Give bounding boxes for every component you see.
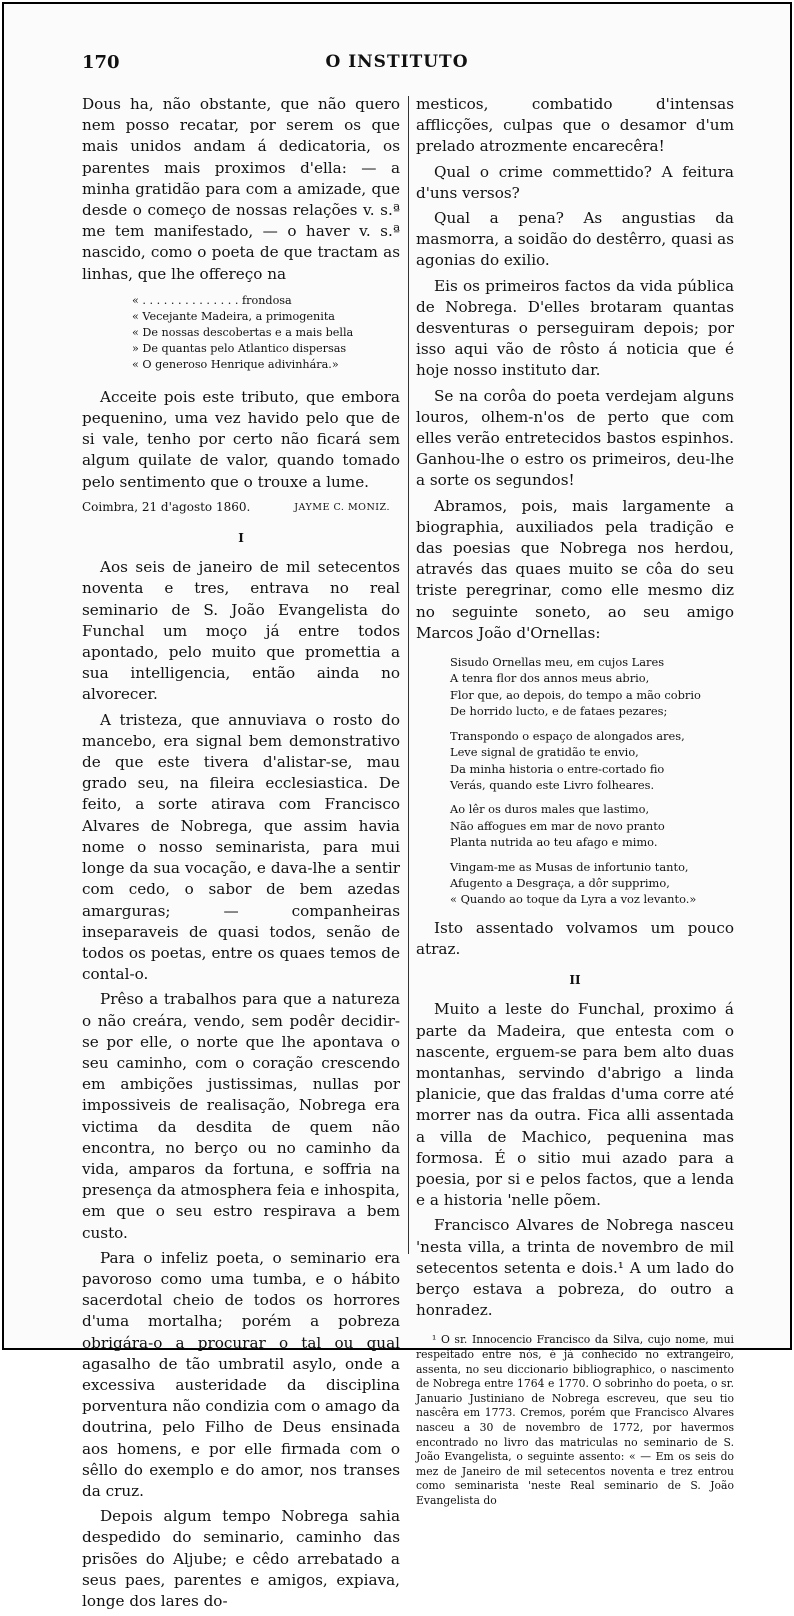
poem-line: « O generoso Henrique adivinhára.» xyxy=(132,357,339,371)
page-header xyxy=(4,50,790,80)
signature-line xyxy=(82,497,400,518)
place-date: Coimbra, 21 d'agosto 1860. xyxy=(82,499,251,514)
body-paragraph: Se na corôa do poeta verdejam alguns louros, olhem-n'os de perto que com elles verão entretecidos bastos espinhos. Ganhou-lhe o estro os primeiros, deu-lhe a sorte os segundos! xyxy=(416,386,734,490)
poem-line: « . . . . . . . . . . . . . . frondosa xyxy=(132,293,292,307)
body-paragraph: Qual a pena? As angustias da masmorra, a soidão do destêrro, quasi as agonias do exilio. xyxy=(416,209,734,270)
body-paragraph: A tristeza, que annuviava o rosto do mancebo, era signal bem demonstrativo de que este tivera d'alistar-se, mau grado seu, na fileira ecclesiastica. De feito, a sorte atirava com Francisco Alvares de Nobrega, que assim havia nome o nosso seminarista, para mui longe da sua vocação, e dava-lhe a sentir com cedo, o sabor de bem azedas amarguras; — companheiras inseparaveis de quasi todos, senão de todos os poetas, entre os quaes temos de contal-o. xyxy=(82,710,400,984)
page-number: 170 xyxy=(82,52,120,73)
sonnet-line: Não affogues em mar de novo pranto xyxy=(450,818,665,833)
body-paragraph: Depois algum tempo Nobrega sahia despedido do seminario, caminho das prisões do Aljube; e cêdo arrebatado a seus paes, parentes e amigos, expiava, longe dos lares do- xyxy=(82,1507,400,1610)
body-paragraph: Aos seis de janeiro de mil setecentos noventa e tres, entrava no real seminario de S. João Evangelista do Funchal um moço já entre todos apontado, pelo muito que promettia a sua intelligencia, então ainda no alvorecer. xyxy=(82,558,400,704)
body-paragraph: Qual o crime commettido? A feitura d'uns versos? xyxy=(416,162,734,202)
poem-line: » De quantas pelo Atlantico dispersas xyxy=(132,341,347,355)
author-name: JAYME C. MONIZ. xyxy=(294,501,390,513)
body-paragraph: Eis os primeiros factos da vida pública de Nobrega. D'elles brotaram quantas desventuras o perseguiram depois; por isso aqui vão de rôsto á noticia que é hoje nosso instituto dar. xyxy=(416,276,734,380)
sonnet-stanza xyxy=(450,801,734,850)
right-column xyxy=(416,94,734,1513)
body-paragraph: mesticos, combatido d'intensas afflicções, culpas que o desamor d'um prelado atrozmente encarecêra! xyxy=(416,95,734,156)
body-paragraph: Muito a leste do Funchal, proximo á parte da Madeira, que entesta com o nascente, erguem-se para bem alto duas montanhas, servindo d'abrigo a linda planicie, que das fraldas d'uma corre até morrer nas da outra. Fica alli assentada a villa de Machico, pequenina mas formosa. É o sitio mui azado para a poesia, por si e pelos factos, que a lenda e a historia 'nelle põem. xyxy=(416,1000,734,1210)
sonnet-line: Afugento a Desgraça, a dôr supprimo, xyxy=(450,875,670,890)
left-column xyxy=(82,94,400,1616)
section-heading-two: II xyxy=(569,973,581,988)
sonnet-stanza xyxy=(450,728,734,794)
intro-paragraph: Dous ha, não obstante, que não quero nem posso recatar, por serem os que mais unidos andam á dedicatoria, os parentes mais proximos d'ella: — a minha gratidão para com a amizade, que desde o começo de nossas relações v. s.ª me tem manifestado, — o haver v. s.ª nascido, como o poeta de que tractam as linhas, que lhe offereço na xyxy=(82,95,400,283)
sonnet-line: Vingam-me as Musas de infortunio tanto, xyxy=(450,859,689,874)
poem-line: « De nossas descobertas e a mais bella xyxy=(132,325,354,339)
journal-title: O INSTITUTO xyxy=(325,52,469,72)
body-paragraph: Prêso a trabalhos para que a natureza o não creára, vendo, sem podêr decidir-se por elle, o norte que lhe apontava o seu caminho, com o coração crescendo em ambições justissimas, nullas por impossiveis de realisação, Nobrega era victima da desdita de quem não encontra, no berço ou no caminho da vida, amparos da fortuna, e soffria na presença da atmosphera feia e inhospita, em que o seu estro respirava a bem custo. xyxy=(82,990,400,1242)
sonnet-line: A tenra flor dos annos meus abrio, xyxy=(450,671,650,686)
footnote xyxy=(416,1333,734,1508)
sonnet-stanza xyxy=(450,859,734,908)
sonnet-line: Transpondo o espaço de alongados ares, xyxy=(450,728,685,743)
body-paragraph: Abramos, pois, mais largamente a biographia, auxiliados pela tradição e das poesias que Nobrega nos herdou, através das quaes muito se côa do seu triste peregrinar, como elle mesmo diz no seguinte soneto, ao seu amigo Marcos João d'Ornellas: xyxy=(416,496,734,642)
page xyxy=(2,2,792,1610)
sonnet-line: Sisudo Ornellas meu, em cujos Lares xyxy=(450,655,665,670)
closing-paragraph: Acceite pois este tributo, que embora pequenino, uma vez havido pelo que de si vale, tenho por certo não ficará sem algum quilate de valor, quando tomado pelo sentimento que o trouxe a lume. xyxy=(82,387,400,491)
footnote-text: ¹ O sr. Innocencio Francisco da Silva, cujo nome, mui respeitado entre nós, é já conhecido no extrangeiro, assenta, no seu diccionario bibliographico, o nascimento de Nobrega entre 1764 e 1770. O sobrinho do poeta, o sr. Januario Justiniano de Nobrega escreveu, que seu tio nascêra em 1773. Cremos, porém que Francisco Alvares nasceu a 30 de novembro de 1772, por havermos encontrado no livro das matriculas no seminario de S. João Evangelista, o seguinte assento: « — Em os seis do mez de Janeiro de mil setecentos noventa e trez entrou como seminarista 'neste Real seminario de S. João Evangelista do xyxy=(416,1333,734,1507)
sonnet-line: Da minha historia o entre-cortado fio xyxy=(450,761,665,776)
sonnet-line: Leve signal de gratidão te envio, xyxy=(450,745,639,760)
sonnet-line: « Quando ao toque da Lyra a voz levanto.» xyxy=(450,892,697,907)
sonnet-stanza xyxy=(450,654,734,720)
body-paragraph: Isto assentado volvamos um pouco atraz. xyxy=(416,918,734,958)
body-paragraph: Para o infeliz poeta, o seminario era pavoroso como uma tumba, e o hábito sacerdotal cheio de todos os horrores d'uma mortalha; porém a pobreza obrigára-o a procurar o tal ou qual agasalho de tão umbratil asylo, onde a excessiva austeridade da disciplina porventura não condizia com o amago da doutrina, pelo Filho de Deus ensinada aos homens, e por elle firmada com o sêllo do exemplo e do amor, nos transes da cruz. xyxy=(82,1248,400,1500)
column-divider xyxy=(408,96,409,1254)
poem-line: « Vecejante Madeira, a primogenita xyxy=(132,309,335,323)
body-paragraph: Francisco Alvares de Nobrega nasceu 'nesta villa, a trinta de novembro de mil setecentos setenta e dois.¹ A um lado do berço estava a pobreza, do outro a honradez. xyxy=(416,1216,734,1320)
section-heading-one: I xyxy=(238,531,244,546)
quoted-poem xyxy=(132,293,400,373)
sonnet-line: Ao lêr os duros males que lastimo, xyxy=(450,802,650,817)
sonnet xyxy=(450,654,734,908)
sonnet-line: Flor que, ao depois, do tempo a mão cobrio xyxy=(450,687,701,702)
sonnet-line: Planta nutrida ao teu afago e mimo. xyxy=(450,835,658,850)
sonnet-line: De horrido lucto, e de fataes pezares; xyxy=(450,704,668,719)
sonnet-line: Verás, quando este Livro folheares. xyxy=(450,777,655,792)
